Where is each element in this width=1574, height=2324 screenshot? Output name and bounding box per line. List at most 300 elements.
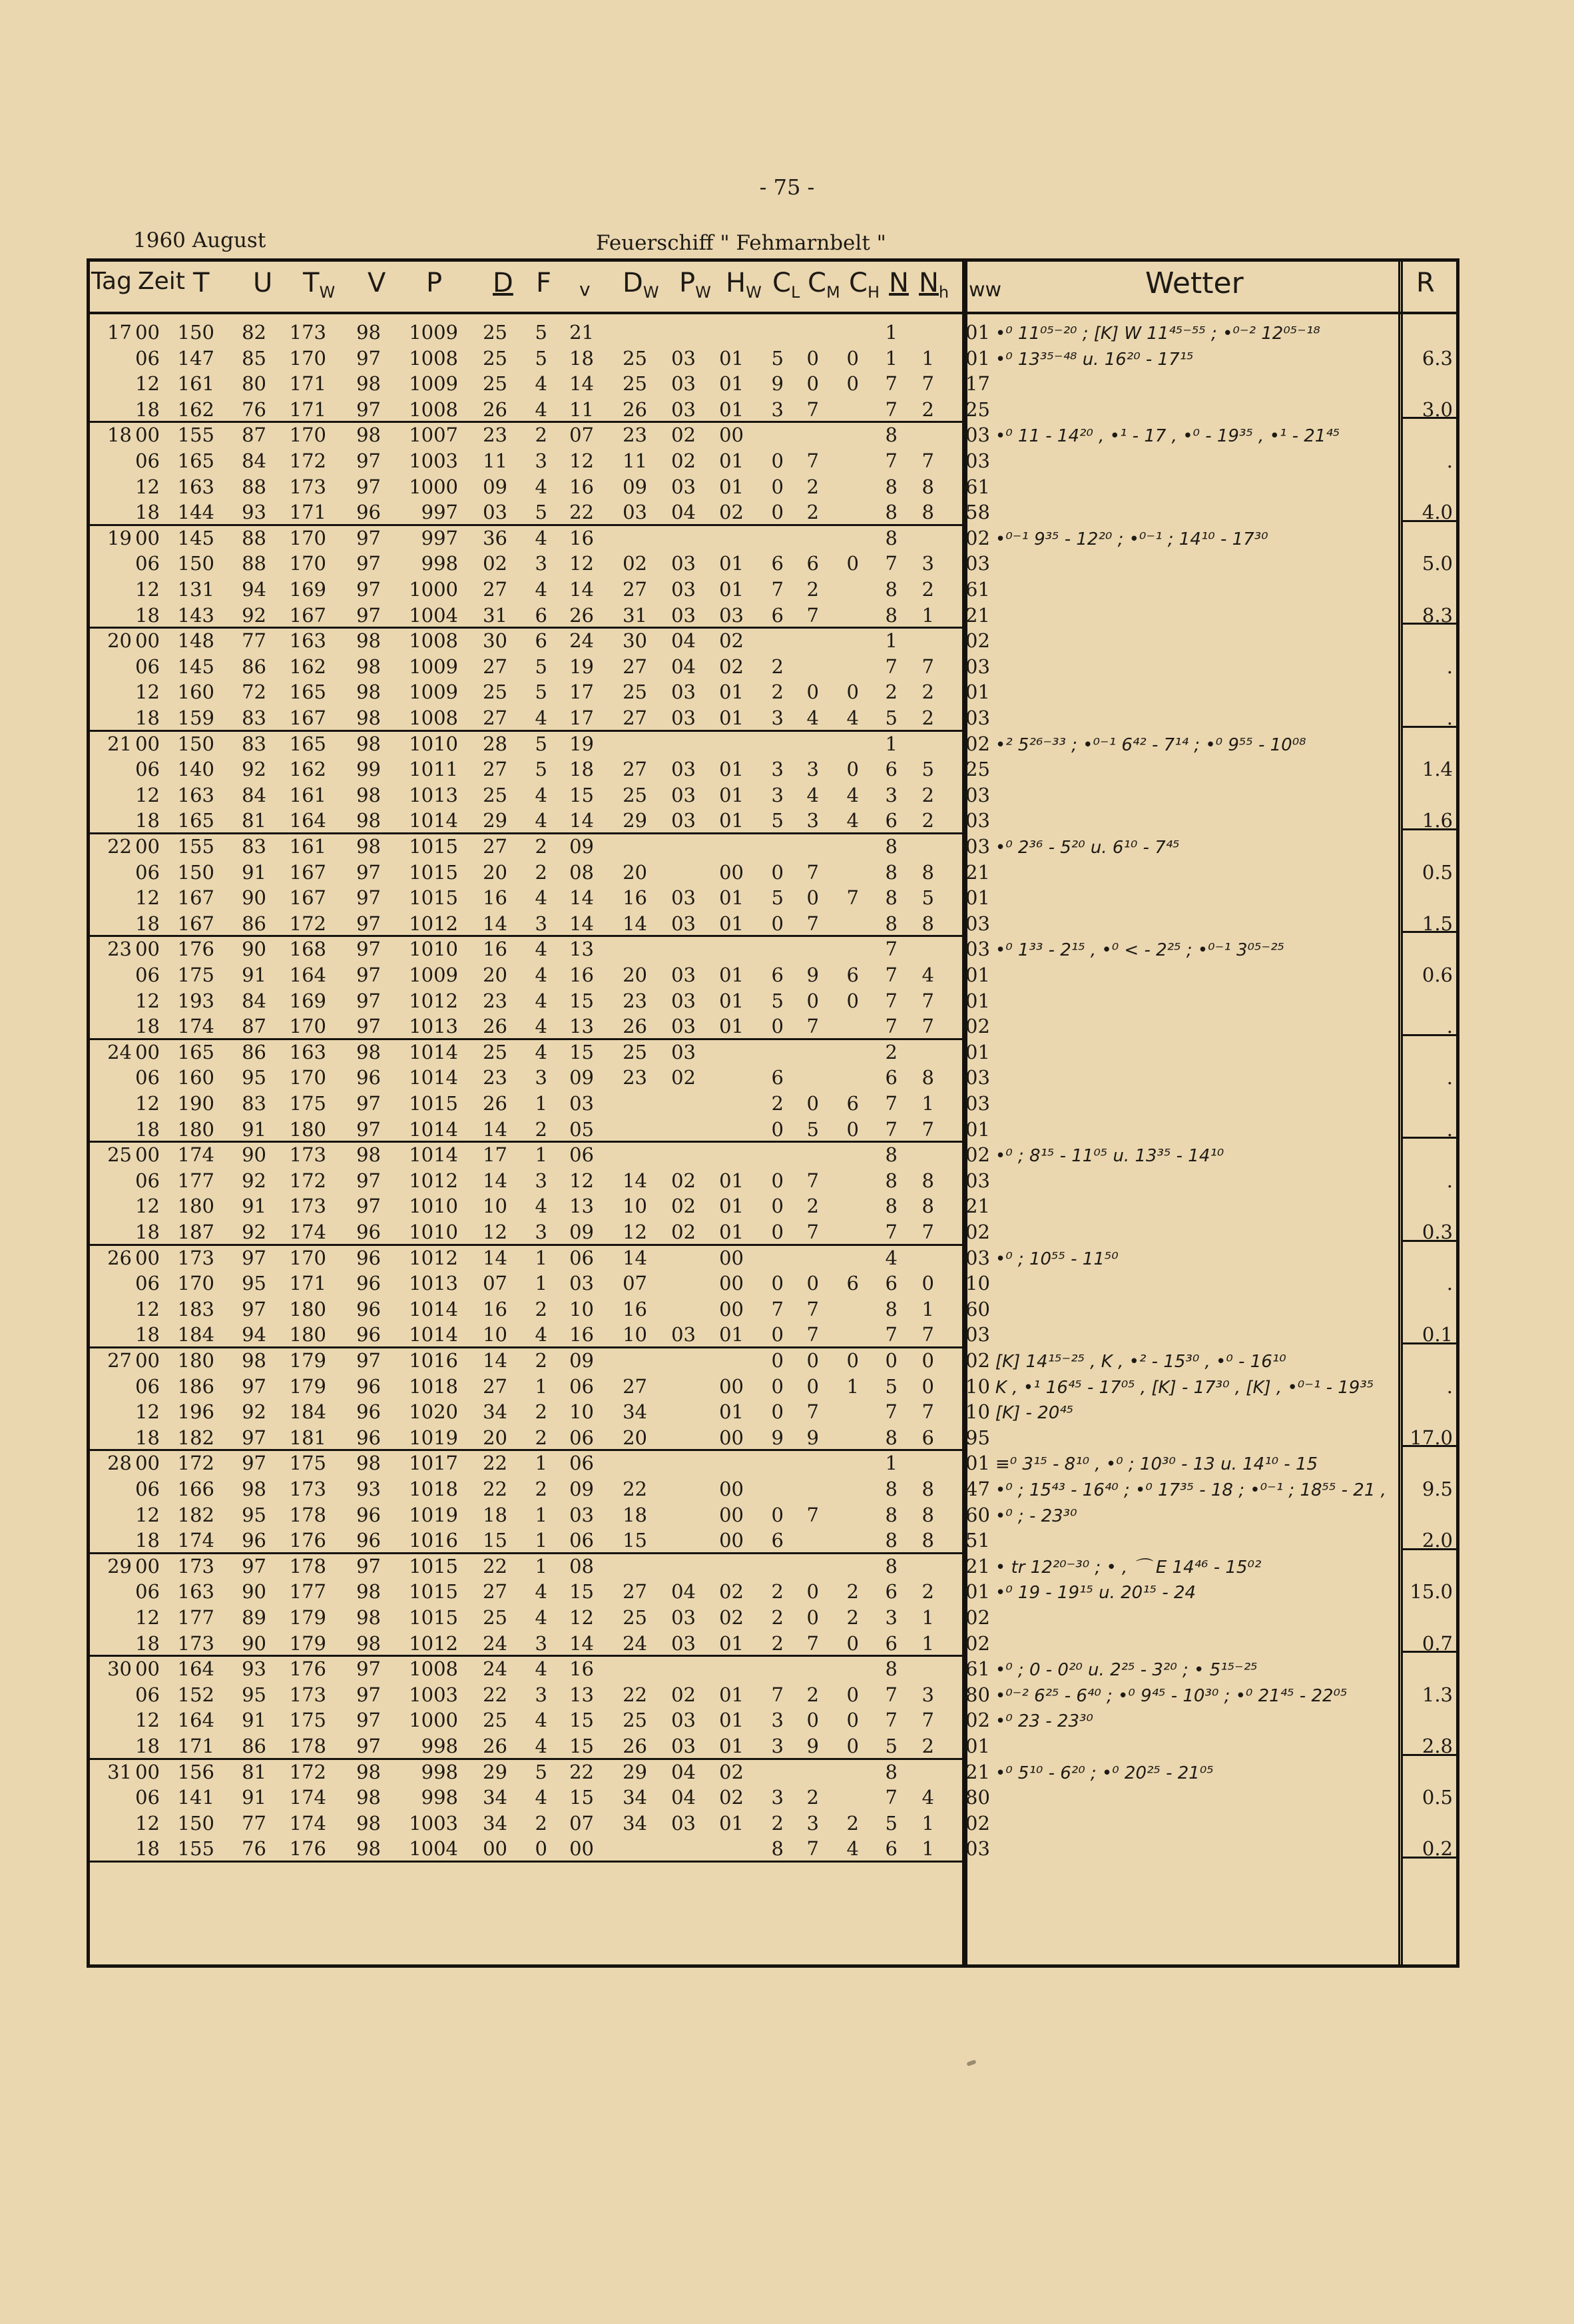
- cell-n: 1: [885, 321, 898, 344]
- cell-cm: 7: [806, 398, 819, 421]
- cell-n: 6: [885, 1631, 898, 1655]
- cell-p: 1008: [409, 629, 458, 653]
- cell-nh: 8: [921, 475, 934, 498]
- cell-n: 5: [885, 1811, 898, 1835]
- wetter-text: •⁰ 13³⁵⁻⁴⁸ u. 16²⁰ - 17¹⁵: [995, 349, 1194, 370]
- cell-vv: 16: [569, 526, 594, 549]
- cell-ww: 02: [965, 1143, 990, 1167]
- cell-wetter: [965, 448, 995, 475]
- cell-wetter: [965, 1348, 1286, 1375]
- cell-t: 163: [177, 475, 214, 498]
- cell-pw: 03: [671, 475, 696, 498]
- cell-zeit: 00: [135, 835, 160, 858]
- cell-tw: 170: [289, 526, 326, 549]
- cell-hw: 02: [719, 1786, 744, 1809]
- table-row: [0, 1142, 1574, 1168]
- cell-v: 96: [356, 1323, 381, 1346]
- cell-v: 93: [356, 1478, 381, 1500]
- table-row: [0, 1322, 1574, 1348]
- cell-ch: 0: [846, 989, 859, 1012]
- table-row: [0, 1014, 1574, 1039]
- cell-pw: 03: [671, 758, 696, 781]
- cell-vv: 06: [569, 1374, 594, 1398]
- cell-u: 90: [242, 938, 266, 961]
- r-separator: [1402, 1754, 1459, 1756]
- cell-nh: 4: [921, 964, 934, 986]
- cell-dw: 20: [623, 860, 647, 884]
- cell-ww: 21: [965, 603, 990, 627]
- cell-zeit: 18: [135, 1323, 160, 1346]
- cell-n: 7: [885, 1221, 898, 1243]
- cell-pw: 03: [671, 964, 696, 986]
- cell-d: 27: [483, 578, 507, 601]
- cell-cl: 7: [771, 1297, 784, 1320]
- cell-tw: 178: [289, 1554, 326, 1578]
- cell-v: 96: [356, 1272, 381, 1295]
- cell-v: 96: [356, 1400, 381, 1424]
- cell-dw: 10: [623, 1195, 647, 1218]
- cell-p: 998: [421, 1760, 458, 1783]
- header-cl: $C_L$: [772, 268, 800, 302]
- cell-ww: 60: [965, 1503, 990, 1526]
- cell-d: 10: [483, 1323, 507, 1346]
- cell-zeit: 12: [135, 783, 160, 806]
- cell-tw: 170: [289, 552, 326, 575]
- cell-v: 96: [356, 1246, 381, 1269]
- cell-ww: 10: [965, 1272, 990, 1295]
- cell-p: 1012: [409, 1631, 458, 1655]
- cell-d: 34: [483, 1400, 507, 1424]
- cell-v: 98: [356, 681, 381, 704]
- cell-dw: 22: [623, 1478, 647, 1500]
- cell-ww: 03: [965, 1169, 990, 1192]
- cell-vv: 09: [569, 1221, 594, 1243]
- cell-t: 164: [177, 1657, 214, 1681]
- cell-u: 92: [242, 1221, 266, 1243]
- cell-dw: 18: [623, 1503, 647, 1526]
- cell-d: 18: [483, 1503, 507, 1526]
- cell-r: .: [1446, 1169, 1453, 1192]
- cell-d: 16: [483, 1297, 507, 1320]
- cell-v: 97: [356, 1349, 381, 1372]
- cell-zeit: 18: [135, 398, 160, 421]
- cell-d: 27: [483, 835, 507, 858]
- cell-ww: 80: [965, 1683, 990, 1706]
- cell-dw: 22: [623, 1683, 647, 1706]
- cell-f: 1: [535, 1246, 547, 1269]
- cell-d: 23: [483, 1066, 507, 1089]
- cell-cl: 0: [771, 1195, 784, 1218]
- cell-cl: 0: [771, 860, 784, 884]
- cell-wetter: [965, 1193, 995, 1221]
- cell-r: 1.5: [1422, 912, 1453, 935]
- cell-tw: 169: [289, 578, 326, 601]
- table-row: [0, 962, 1574, 988]
- cell-u: 86: [242, 1040, 266, 1063]
- cell-p: 1010: [409, 732, 458, 755]
- cell-vv: 11: [569, 398, 594, 421]
- cell-r: .: [1446, 655, 1453, 678]
- cell-cl: 5: [771, 809, 784, 832]
- cell-p: 1020: [409, 1400, 458, 1424]
- cell-r: 8.3: [1422, 603, 1453, 627]
- cell-r: 1.6: [1422, 809, 1453, 832]
- cell-p: 1009: [409, 655, 458, 678]
- cell-wetter: [965, 1836, 995, 1863]
- header-tw: $T_W$: [303, 268, 336, 302]
- cell-wetter: [965, 1605, 995, 1632]
- cell-n: 5: [885, 707, 898, 729]
- cell-t: 180: [177, 1117, 214, 1141]
- cell-vv: 16: [569, 475, 594, 498]
- cell-t: 155: [177, 835, 214, 858]
- cell-tw: 177: [289, 1580, 326, 1603]
- cell-v: 98: [356, 372, 381, 396]
- cell-n: 7: [885, 938, 898, 961]
- cell-u: 83: [242, 732, 266, 755]
- cell-tw: 179: [289, 1631, 326, 1655]
- cell-cl: 3: [771, 783, 784, 806]
- cell-wetter: [965, 731, 1306, 758]
- cell-d: 22: [483, 1554, 507, 1578]
- table-row: [0, 1476, 1574, 1502]
- cell-v: 97: [356, 1092, 381, 1115]
- cell-n: 6: [885, 758, 898, 781]
- cell-nh: 1: [921, 1631, 934, 1655]
- cell-zeit: 06: [135, 1683, 160, 1706]
- cell-d: 31: [483, 603, 507, 627]
- table-row: [0, 1348, 1574, 1374]
- cell-nh: 5: [921, 758, 934, 781]
- cell-v: 98: [356, 321, 381, 344]
- cell-cm: 0: [806, 1580, 819, 1603]
- cell-pw: 03: [671, 707, 696, 729]
- cell-ch: 7: [846, 886, 859, 910]
- cell-cm: 7: [806, 1221, 819, 1243]
- cell-cl: 0: [771, 1374, 784, 1398]
- cell-zeit: 12: [135, 1195, 160, 1218]
- cell-d: 02: [483, 552, 507, 575]
- cell-t: 143: [177, 603, 214, 627]
- cell-dw: 26: [623, 1015, 647, 1038]
- cell-ww: 03: [965, 707, 990, 729]
- cell-t: 150: [177, 732, 214, 755]
- cell-f: 1: [535, 1092, 547, 1115]
- cell-d: 25: [483, 346, 507, 370]
- cell-wetter: [965, 885, 995, 912]
- cell-nh: 1: [921, 1606, 934, 1629]
- r-separator: [1402, 1857, 1459, 1859]
- cell-vv: 15: [569, 1709, 594, 1732]
- cell-d: 27: [483, 1580, 507, 1603]
- cell-tag: 31: [107, 1760, 132, 1783]
- cell-hw: 03: [719, 603, 744, 627]
- cell-v: 98: [356, 1143, 381, 1167]
- table-row: [0, 988, 1574, 1014]
- table-row: [0, 320, 1574, 346]
- cell-n: 6: [885, 1066, 898, 1089]
- cell-p: 1007: [409, 424, 458, 447]
- cell-tag: 22: [107, 835, 132, 858]
- cell-hw: 02: [719, 629, 744, 653]
- cell-tw: 167: [289, 707, 326, 729]
- cell-dw: 26: [623, 398, 647, 421]
- cell-cl: 6: [771, 1529, 784, 1552]
- cell-hw: 01: [719, 372, 744, 396]
- cell-dw: 27: [623, 707, 647, 729]
- cell-d: 25: [483, 681, 507, 704]
- cell-nh: 2: [921, 809, 934, 832]
- table-row: [0, 1579, 1574, 1605]
- wetter-text: ≡⁰ 3¹⁵ - 8¹⁰ , •⁰ ; 10³⁰ - 13 u. 14¹⁰ - 15: [995, 1454, 1318, 1475]
- table-row: [0, 1836, 1574, 1862]
- cell-t: 150: [177, 1811, 214, 1835]
- cell-p: 1008: [409, 707, 458, 729]
- cell-vv: 15: [569, 1735, 594, 1757]
- cell-ww: 02: [965, 1221, 990, 1243]
- cell-f: 5: [535, 758, 547, 781]
- cell-zeit: 06: [135, 860, 160, 884]
- cell-dw: 27: [623, 758, 647, 781]
- cell-wetter: [965, 422, 1340, 449]
- cell-tw: 171: [289, 1272, 326, 1295]
- cell-t: 190: [177, 1092, 214, 1115]
- cell-f: 5: [535, 321, 547, 344]
- cell-dw: 25: [623, 681, 647, 704]
- cell-hw: 01: [719, 707, 744, 729]
- cell-nh: 1: [921, 346, 934, 370]
- cell-wetter: [965, 551, 995, 578]
- cell-cl: 7: [771, 578, 784, 601]
- cell-d: 26: [483, 1015, 507, 1038]
- cell-ww: 01: [965, 1735, 990, 1757]
- cell-pw: 02: [671, 424, 696, 447]
- cell-d: 34: [483, 1786, 507, 1809]
- cell-pw: 04: [671, 629, 696, 653]
- cell-p: 1014: [409, 809, 458, 832]
- cell-zeit: 18: [135, 912, 160, 935]
- cell-tag: 24: [107, 1040, 132, 1063]
- cell-n: 7: [885, 1092, 898, 1115]
- cell-cl: 0: [771, 1503, 784, 1526]
- cell-p: 1016: [409, 1349, 458, 1372]
- cell-p: 1013: [409, 783, 458, 806]
- cell-tw: 178: [289, 1503, 326, 1526]
- cell-f: 4: [535, 1606, 547, 1629]
- cell-vv: 14: [569, 809, 594, 832]
- cell-pw: 03: [671, 989, 696, 1012]
- cell-dw: 03: [623, 501, 647, 524]
- cell-ch: 0: [846, 1349, 859, 1372]
- cell-pw: 04: [671, 501, 696, 524]
- cell-vv: 00: [569, 1837, 594, 1861]
- cell-v: 98: [356, 783, 381, 806]
- cell-d: 22: [483, 1683, 507, 1706]
- cell-t: 182: [177, 1503, 214, 1526]
- cell-p: 1015: [409, 860, 458, 884]
- cell-cm: 7: [806, 603, 819, 627]
- cell-wetter: [965, 1091, 995, 1118]
- cell-u: 80: [242, 372, 266, 396]
- cell-dw: 31: [623, 603, 647, 627]
- cell-u: 87: [242, 424, 266, 447]
- cell-vv: 18: [569, 758, 594, 781]
- cell-cm: 5: [806, 1117, 819, 1141]
- day-separator: [87, 1449, 964, 1451]
- cell-d: 14: [483, 1169, 507, 1192]
- table-row: [0, 782, 1574, 808]
- table-row: [0, 422, 1574, 448]
- cell-u: 84: [242, 989, 266, 1012]
- cell-ww: 03: [965, 449, 990, 472]
- cell-u: 95: [242, 1683, 266, 1706]
- cell-wetter: [965, 346, 1193, 373]
- cell-zeit: 18: [135, 1221, 160, 1243]
- cell-pw: 03: [671, 1709, 696, 1732]
- cell-cl: 3: [771, 1709, 784, 1732]
- wetter-text: •⁰ 11 - 14²⁰ , •¹ - 17 , •⁰ - 19³⁵ , •¹ - 21⁴⁵: [995, 426, 1340, 447]
- cell-f: 4: [535, 398, 547, 421]
- cell-n: 3: [885, 1606, 898, 1629]
- cell-n: 8: [885, 1657, 898, 1681]
- cell-dw: 24: [623, 1631, 647, 1655]
- cell-d: 20: [483, 964, 507, 986]
- table-row: [0, 499, 1574, 525]
- table-row: [0, 1707, 1574, 1733]
- cell-n: 7: [885, 1400, 898, 1424]
- cell-p: 1018: [409, 1478, 458, 1500]
- cell-n: 7: [885, 1683, 898, 1706]
- cell-n: 7: [885, 552, 898, 575]
- cell-r: 1.3: [1422, 1683, 1453, 1706]
- cell-p: 1008: [409, 346, 458, 370]
- page-number: - 75 -: [759, 174, 815, 200]
- cell-cm: 0: [806, 372, 819, 396]
- cell-ww: 03: [965, 424, 990, 447]
- cell-zeit: 00: [135, 1760, 160, 1783]
- cell-n: 2: [885, 1040, 898, 1063]
- table-row: [0, 346, 1574, 372]
- cell-v: 98: [356, 707, 381, 729]
- cell-v: 97: [356, 475, 381, 498]
- cell-t: 156: [177, 1760, 214, 1783]
- cell-cm: 0: [806, 1606, 819, 1629]
- cell-zeit: 18: [135, 1631, 160, 1655]
- cell-tw: 179: [289, 1374, 326, 1398]
- cell-wetter: [965, 525, 1268, 553]
- r-separator: [1402, 1137, 1459, 1139]
- cell-v: 97: [356, 1683, 381, 1706]
- cell-ww: 17: [965, 372, 990, 396]
- cell-ch: 2: [846, 1606, 859, 1629]
- cell-u: 83: [242, 835, 266, 858]
- cell-p: 1019: [409, 1426, 458, 1449]
- cell-ch: 0: [846, 1735, 859, 1757]
- table-row: [0, 1785, 1574, 1811]
- cell-r: .: [1446, 1374, 1453, 1398]
- cell-hw: 02: [719, 1580, 744, 1603]
- r-separator: [1402, 1548, 1459, 1550]
- cell-tw: 179: [289, 1349, 326, 1372]
- cell-p: 1010: [409, 1221, 458, 1243]
- cell-ww: 02: [965, 1709, 990, 1732]
- cell-dw: 25: [623, 1040, 647, 1063]
- cell-cm: 0: [806, 681, 819, 704]
- cell-f: 2: [535, 1400, 547, 1424]
- cell-tw: 170: [289, 1246, 326, 1269]
- cell-cm: 0: [806, 1092, 819, 1115]
- header-ch: $C_H$: [849, 268, 880, 302]
- cell-t: 175: [177, 964, 214, 986]
- cell-cm: 7: [806, 1015, 819, 1038]
- cell-f: 2: [535, 1297, 547, 1320]
- cell-ww: 03: [965, 938, 990, 961]
- cell-cl: 0: [771, 1169, 784, 1192]
- table-row: [0, 628, 1574, 654]
- cell-t: 140: [177, 758, 214, 781]
- cell-dw: 27: [623, 655, 647, 678]
- cell-zeit: 12: [135, 1297, 160, 1320]
- cell-u: 95: [242, 1272, 266, 1295]
- cell-f: 2: [535, 860, 547, 884]
- cell-cm: 7: [806, 1837, 819, 1861]
- cell-tw: 171: [289, 372, 326, 396]
- cell-p: 1012: [409, 989, 458, 1012]
- cell-tw: 172: [289, 912, 326, 935]
- cell-tw: 176: [289, 1529, 326, 1552]
- cell-t: 173: [177, 1631, 214, 1655]
- cell-wetter: [965, 1631, 995, 1658]
- cell-cm: 0: [806, 1374, 819, 1398]
- cell-wetter: [965, 1117, 995, 1144]
- cell-f: 5: [535, 655, 547, 678]
- cell-ww: 03: [965, 783, 990, 806]
- cell-u: 92: [242, 1169, 266, 1192]
- cell-tw: 170: [289, 1015, 326, 1038]
- cell-t: 177: [177, 1606, 214, 1629]
- cell-nh: 2: [921, 707, 934, 729]
- cell-zeit: 12: [135, 989, 160, 1012]
- cell-v: 97: [356, 1117, 381, 1141]
- cell-zeit: 06: [135, 1272, 160, 1295]
- cell-d: 27: [483, 758, 507, 781]
- cell-d: 14: [483, 1349, 507, 1372]
- cell-v: 97: [356, 964, 381, 986]
- cell-vv: 08: [569, 860, 594, 884]
- cell-zeit: 18: [135, 1837, 160, 1861]
- cell-f: 4: [535, 1735, 547, 1757]
- cell-u: 91: [242, 1195, 266, 1218]
- cell-hw: 01: [719, 1323, 744, 1346]
- cell-cl: 2: [771, 1631, 784, 1655]
- table-row: [0, 1245, 1574, 1271]
- paper-speck: [966, 2060, 976, 2066]
- cell-wetter: [965, 577, 995, 604]
- cell-p: 1012: [409, 912, 458, 935]
- cell-nh: 8: [921, 1169, 934, 1192]
- cell-vv: 14: [569, 912, 594, 935]
- cell-hw: 00: [719, 1503, 744, 1526]
- cell-hw: 01: [719, 1631, 744, 1655]
- cell-u: 97: [242, 1374, 266, 1398]
- cell-wetter: [965, 1297, 995, 1324]
- cell-f: 4: [535, 1709, 547, 1732]
- cell-t: 193: [177, 989, 214, 1012]
- cell-zeit: 18: [135, 1735, 160, 1757]
- cell-v: 97: [356, 989, 381, 1012]
- cell-pw: 03: [671, 578, 696, 601]
- cell-tw: 174: [289, 1221, 326, 1243]
